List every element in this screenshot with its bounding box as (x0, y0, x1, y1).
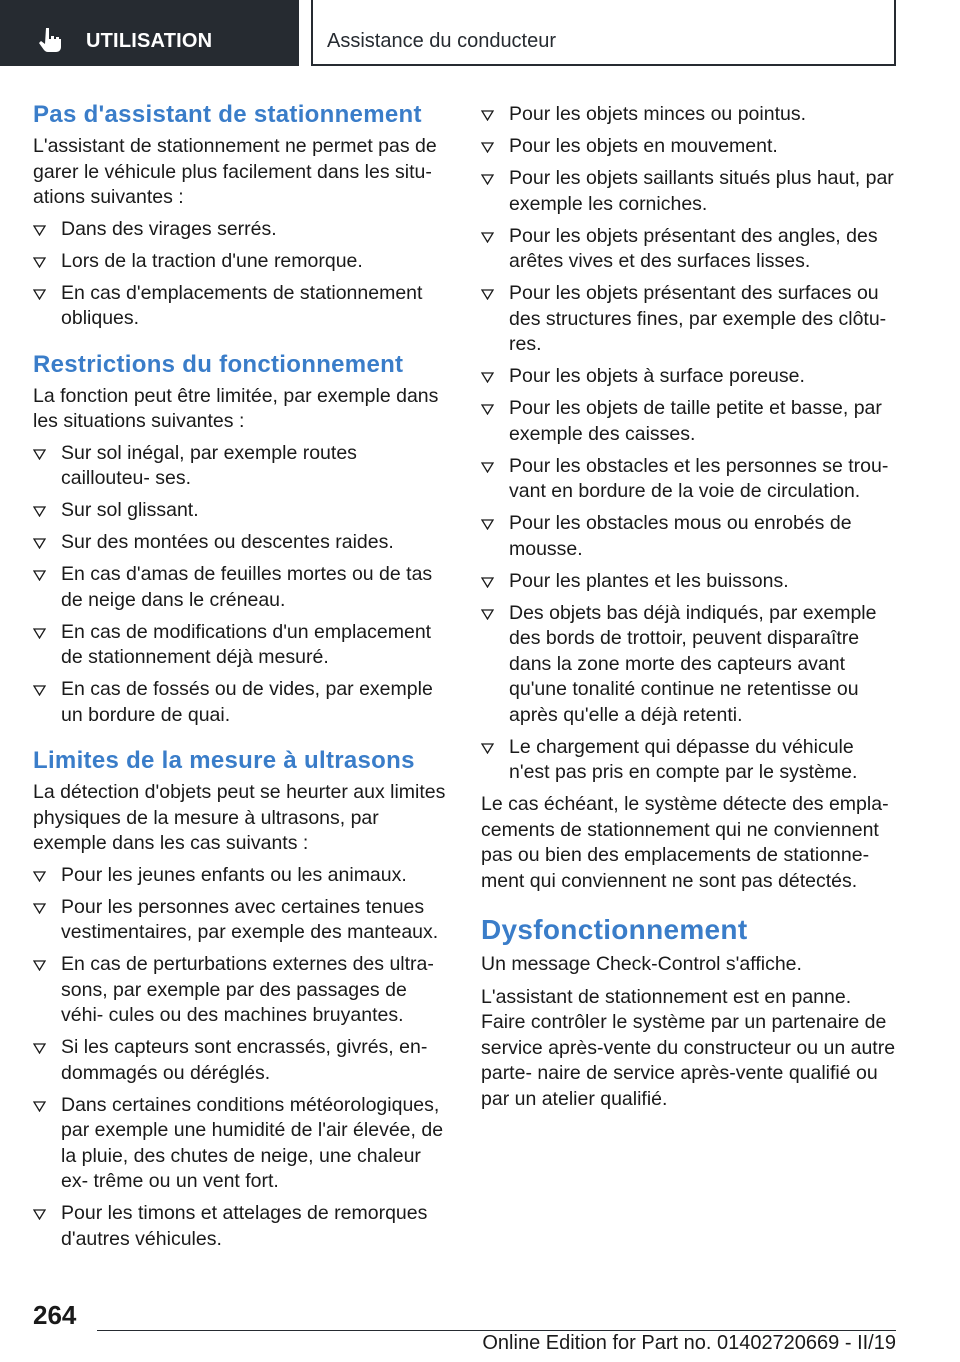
triangle-bullet-icon (33, 225, 46, 236)
list-item: Dans des virages serrés. (33, 217, 451, 243)
triangle-bullet-icon (33, 903, 46, 914)
body-paragraph: L'assistant de stationnement est en panne. Faire contrôler le système par un partenaire de service après-vente du constructeur ou un autre parte‐ naire de service après-vente qualifié ou par un atelier qualifié. (481, 985, 896, 1110)
triangle-bullet-icon (481, 174, 494, 185)
list-item: Pour les objets présentant des angles, des arêtes vives et des surfaces lisses. (481, 224, 899, 275)
triangle-bullet-icon (481, 404, 494, 415)
list-item: En cas de fossés ou de vides, par exemple un bordure de quai. (33, 677, 451, 728)
triangle-bullet-icon (33, 570, 46, 581)
triangle-bullet-icon (33, 1209, 46, 1220)
list-item: En cas de modifications d'un emplacement de stationnement déjà mesuré. (33, 620, 451, 671)
list-item: Pour les objets saillants situés plus haut, par exemple les corniches. (481, 166, 899, 217)
chapter-tab (0, 0, 299, 66)
triangle-bullet-icon (33, 289, 46, 300)
section-title-no-assist: Pas d'assistant de stationnement (33, 101, 422, 128)
triangle-bullet-icon (33, 1101, 46, 1112)
list-item: Pour les objets à surface poreuse. (481, 364, 899, 390)
list-item: Pour les personnes avec certaines tenues vestimentaires, par exemple des manteaux. (33, 895, 451, 946)
page-number: 264 (33, 1300, 77, 1330)
section-intro: La détection d'objets peut se heurter aux limites physiques de la mesure à ultrasons, par exemple dans les cas suivants : (33, 781, 446, 854)
body-paragraph: Un message Check-Control s'affiche. (481, 953, 802, 975)
list-item: Des objets bas déjà indiqués, par exemple des bords de trottoir, peuvent disparaître dans la zone morte des capteurs avant qu'une tonalité continue ne retentisse ou après qu'elle a déjà retenti. (481, 601, 899, 729)
bullet-list (33, 863, 451, 1253)
chapter-label: UTILISATION (86, 30, 213, 52)
list-item: Pour les obstacles et les personnes se trou‐ vant en bordure de la voie de circulation. (481, 454, 899, 505)
list-item: En cas d'emplacements de stationnement obliques. (33, 281, 451, 332)
triangle-bullet-icon (481, 232, 494, 243)
list-item: Lors de la traction d'une remorque. (33, 249, 451, 275)
triangle-bullet-icon (33, 685, 46, 696)
triangle-bullet-icon (481, 110, 494, 121)
triangle-bullet-icon (33, 506, 46, 517)
section-title-malfunction: Dysfonctionnement (481, 914, 748, 945)
list-item: Pour les timons et attelages de remorques d'autres véhicules. (33, 1201, 451, 1252)
body-paragraph: Le cas échéant, le système détecte des empla‐ cements de stationnement qui ne conviennent pas ou bien des emplacements de stationne‐ ment qui conviennent ne sont pas détectés. (481, 793, 889, 892)
left-column (33, 100, 451, 1259)
edition-text: Online Edition for Part no. 01402720669 - II/19 (482, 1332, 896, 1354)
triangle-bullet-icon (481, 577, 494, 588)
triangle-bullet-icon (481, 743, 494, 754)
list-item: Sur sol glissant. (33, 498, 451, 524)
right-column (481, 100, 899, 1112)
list-item: Pour les objets de taille petite et basse, par exemple des caisses. (481, 396, 899, 447)
footer-rule (97, 1330, 896, 1331)
section-label: Assistance du conducteur (327, 30, 557, 52)
section-title-ultrasound-limits: Limites de la mesure à ultrasons (33, 747, 415, 774)
section-box (311, 0, 896, 66)
section-intro: L'assistant de stationnement ne permet pas de garer le véhicule plus facilement dans les situ‐ ations suivantes : (33, 135, 437, 208)
hand-pointer-icon (38, 26, 64, 54)
list-item: Pour les plantes et les buissons. (481, 569, 899, 595)
section-title-restrictions: Restrictions du fonctionnement (33, 350, 404, 378)
triangle-bullet-icon (33, 1043, 46, 1054)
triangle-bullet-icon (33, 257, 46, 268)
list-item: Sur des montées ou descentes raides. (33, 530, 451, 556)
list-item: Pour les objets minces ou pointus. (481, 102, 899, 128)
triangle-bullet-icon (481, 142, 494, 153)
triangle-bullet-icon (33, 960, 46, 971)
triangle-bullet-icon (481, 609, 494, 620)
triangle-bullet-icon (33, 538, 46, 549)
triangle-bullet-icon (33, 449, 46, 460)
triangle-bullet-icon (33, 871, 46, 882)
list-item: En cas de perturbations externes des ultra‐ sons, par exemple par des passages de véhi‐ cules ou des machines bruyantes. (33, 952, 451, 1029)
triangle-bullet-icon (33, 628, 46, 639)
triangle-bullet-icon (481, 519, 494, 530)
list-item: Pour les objets en mouvement. (481, 134, 899, 160)
list-item: Si les capteurs sont encrassés, givrés, en‐ dommagés ou déréglés. (33, 1035, 451, 1086)
list-item: Dans certaines conditions météorologiques, par exemple une humidité de l'air élevée, de la pluie, des chutes de neige, une chaleur ex‐ trême ou un vent fort. (33, 1093, 451, 1195)
list-item: Pour les obstacles mous ou enrobés de mousse. (481, 511, 899, 562)
triangle-bullet-icon (481, 372, 494, 383)
list-item: Pour les jeunes enfants ou les animaux. (33, 863, 451, 889)
bullet-list (481, 102, 899, 786)
bullet-list (33, 217, 451, 332)
triangle-bullet-icon (481, 289, 494, 300)
section-intro: La fonction peut être limitée, par exemple dans les situations suivantes : (33, 384, 439, 432)
bullet-list (33, 441, 451, 729)
list-item: En cas d'amas de feuilles mortes ou de tas de neige dans le créneau. (33, 562, 451, 613)
list-item: Le chargement qui dépasse du véhicule n'est pas pris en compte par le système. (481, 735, 899, 786)
list-item: Sur sol inégal, par exemple routes caillouteu‐ ses. (33, 441, 451, 492)
triangle-bullet-icon (481, 462, 494, 473)
page-header (0, 0, 960, 66)
list-item: Pour les objets présentant des surfaces ou des structures fines, par exemple des clôtu‐ res. (481, 281, 899, 358)
